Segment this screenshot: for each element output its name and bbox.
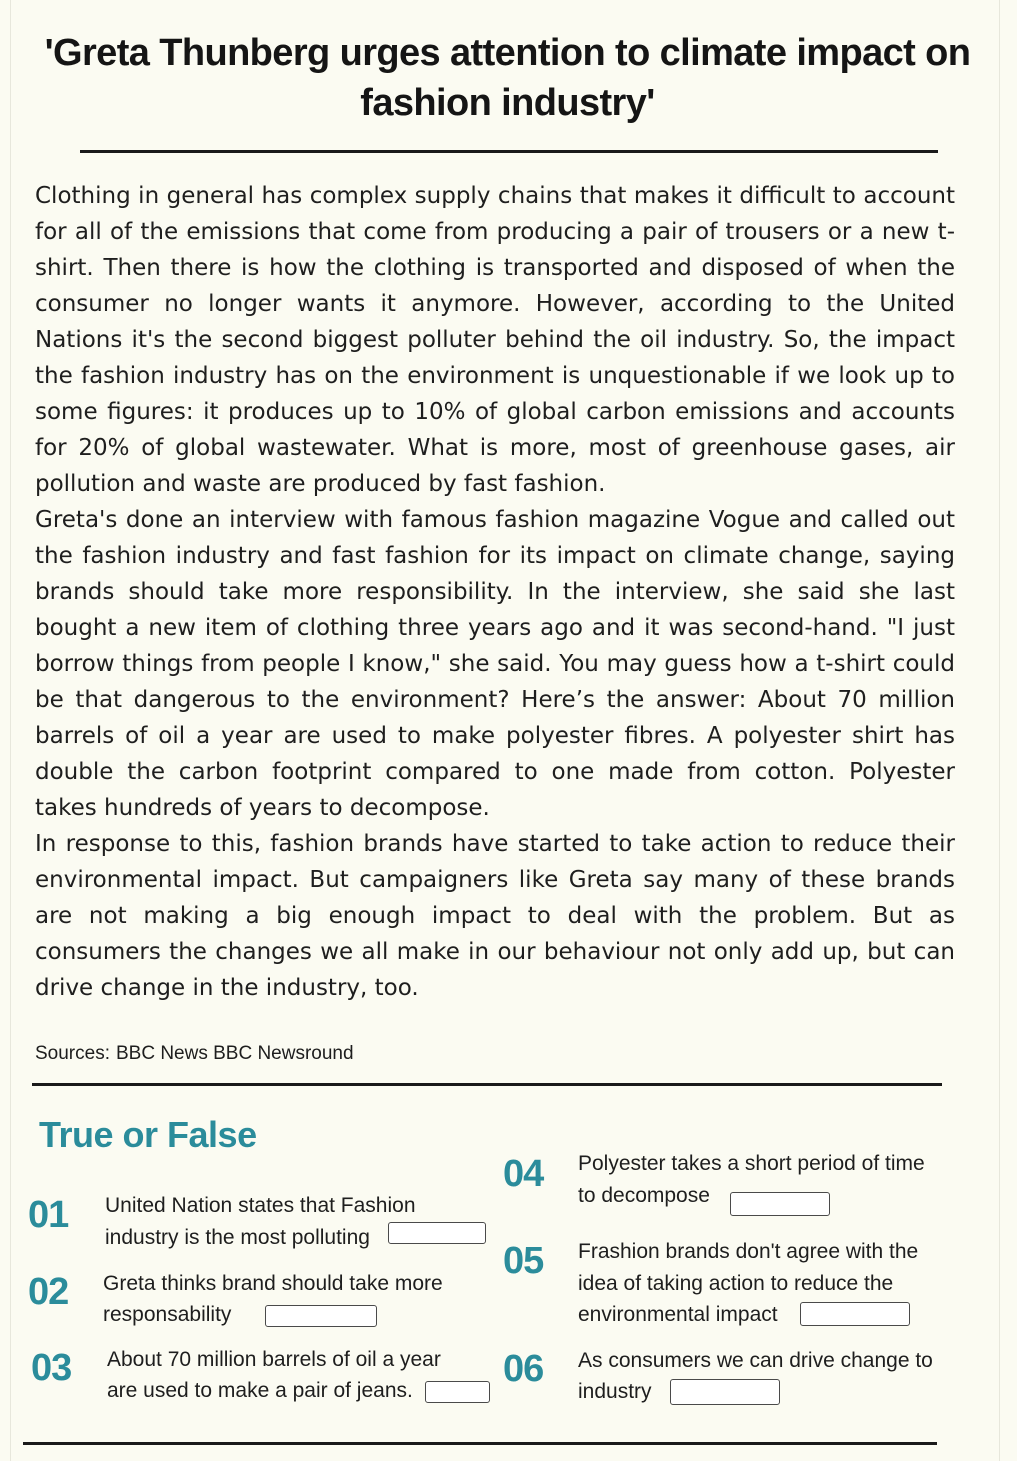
- answer-box[interactable]: [265, 1305, 377, 1327]
- answer-box[interactable]: [730, 1192, 830, 1216]
- quiz-title: True or False: [39, 1114, 257, 1155]
- question-text-line-1: As consumers we can drive change to: [578, 1349, 933, 1372]
- answer-box[interactable]: [425, 1381, 490, 1403]
- article-body: [35, 178, 955, 1006]
- answer-box[interactable]: [670, 1379, 780, 1405]
- question-number: 02: [28, 1271, 69, 1313]
- question-text-line-3: environmental impact: [578, 1303, 778, 1326]
- question-number: 06: [503, 1348, 544, 1390]
- sources-label: Sources:: [35, 1043, 110, 1064]
- sources-line: [35, 1043, 354, 1065]
- question-number: 01: [28, 1194, 69, 1236]
- question-number: 05: [503, 1240, 544, 1282]
- question-number: 03: [31, 1347, 72, 1389]
- divider-bottom: [23, 1442, 937, 1445]
- article-paragraph-1: Clothing in general has complex supply chains that makes it difficult to account for all of the emissions that come from producing a pair of trousers or a new t-shirt. Then there is how the clothing is transported and disposed of when the consumer no longer wants it anymore. However, according to the United Nations it's the second biggest polluter behind the oil industry. So, the impact the fashion industry has on the environment is unquestionable if we look up to some figures: it produces up to 10% of global carbon emissions and accounts for 20% of global wastewater. What is more, most of greenhouse gases, air pollution and waste are produced by fast fashion.: [35, 183, 955, 497]
- answer-box[interactable]: [800, 1302, 910, 1326]
- answer-box[interactable]: [388, 1222, 486, 1244]
- article-paragraph-2: Greta's done an interview with famous fashion magazine Vogue and called out the fashion industry and fast fashion for its impact on climate change, saying brands should take more responsibility. In the interview, she said she last bought a new item of clothing three years ago and it was second-hand. "I just borrow things from people I know," she said. You may guess how a t-shirt could be that dangerous to the environment? Here’s the answer: About 70 million barrels of oil a year are used to make polyester fibres. A polyester shirt has double the carbon footprint compared to one made from cotton. Polyester takes hundreds of years to decompose.: [35, 507, 955, 821]
- question-text-line-1: Polyester takes a short period of time: [578, 1152, 925, 1175]
- question-text-line-2: are used to make a pair of jeans.: [107, 1379, 413, 1402]
- question-text-line-2: industry is the most polluting: [105, 1226, 370, 1249]
- divider-above-quiz: [32, 1083, 942, 1086]
- question-text-line-1: Frashion brands don't agree with the: [578, 1240, 919, 1263]
- question-text-line-2: idea of taking action to reduce the: [578, 1272, 894, 1295]
- question-text-line-2: industry: [578, 1380, 652, 1403]
- sources-value: BBC News BBC Newsround: [115, 1043, 354, 1064]
- question-text-line-2: to decompose: [578, 1184, 710, 1207]
- question-number: 04: [503, 1153, 544, 1195]
- question-text-line-1: Greta thinks brand should take more: [103, 1272, 443, 1295]
- article-paragraph-3: In response to this, fashion brands have started to take action to reduce their environmental impact. But campaigners like Greta say many of these brands are not making a big enough impact to deal with the problem. But as consumers the changes we all make in our behaviour not only add up, but can drive change in the industry, too.: [35, 831, 955, 1001]
- question-text-line-1: About 70 million barrels of oil a year: [107, 1348, 441, 1371]
- article-title: [40, 28, 975, 128]
- divider-under-title: [80, 150, 938, 153]
- title-line-1: 'Greta Thunberg urges attention to climate impact on: [44, 32, 971, 74]
- question-text-line-2: responsability: [103, 1303, 232, 1326]
- title-line-2: fashion industry': [360, 82, 655, 124]
- question-text-line-1: United Nation states that Fashion: [105, 1194, 416, 1217]
